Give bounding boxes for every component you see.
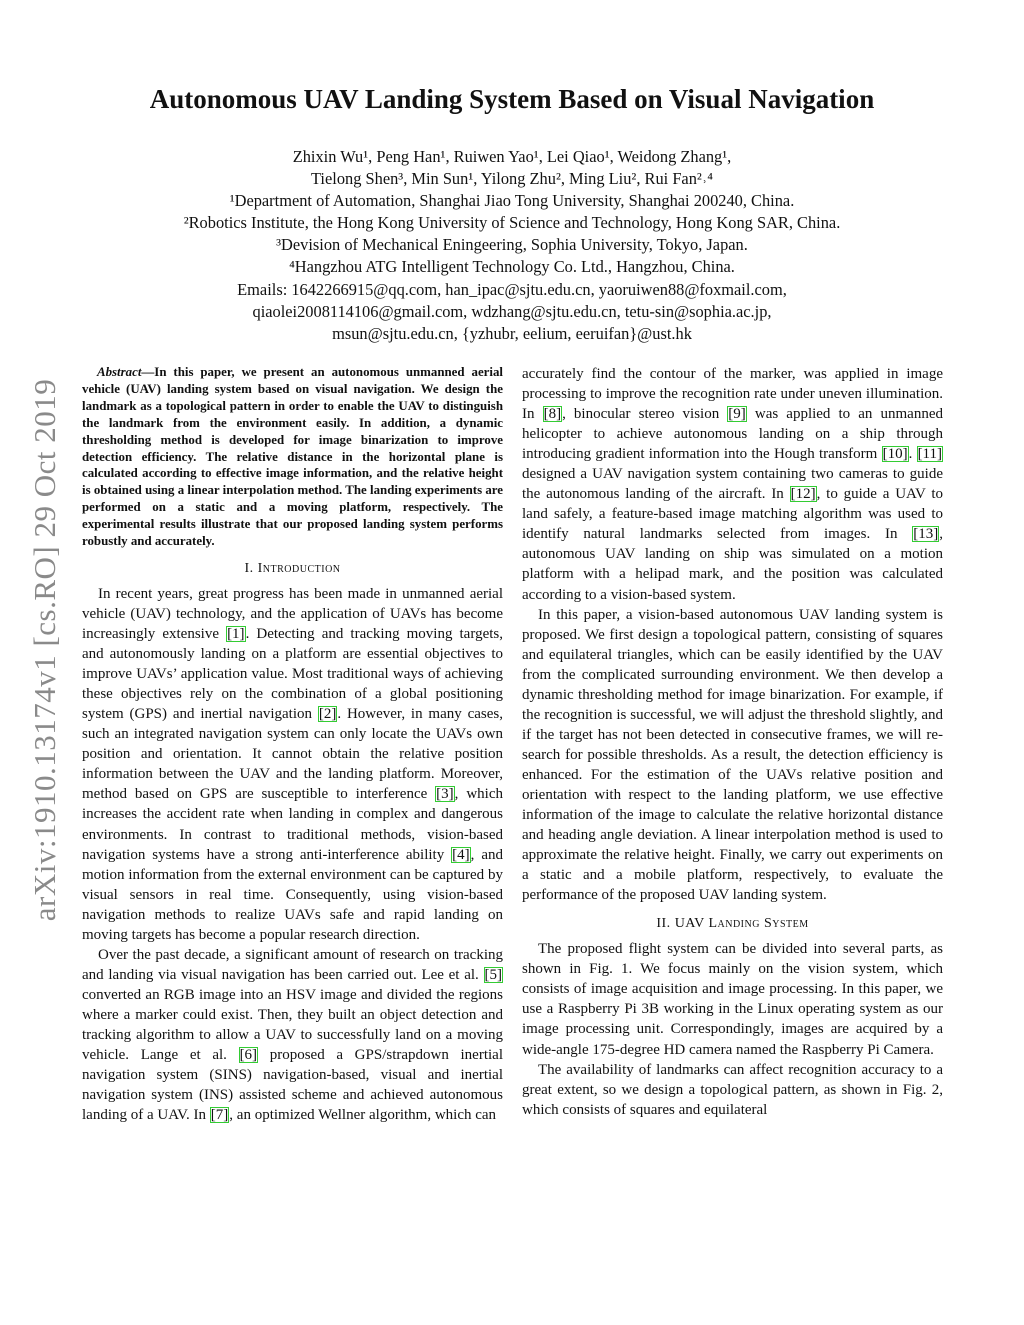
left-column	[82, 364, 503, 1125]
section-heading-uav-landing-system: II. UAV Landing System	[656, 916, 809, 932]
citation-link[interactable]: [5]	[484, 966, 502, 983]
email-line: msun@sjtu.edu.cn, {yzhubr, eelium, eeruifan}@ust.hk	[332, 323, 692, 343]
paragraph: In this paper, a vision-based autonomous UAV landing system is proposed. We first design a topological pattern, consisting of squares and equilateral triangles, which can be easily identified by the UAV from the complicated surrounding environment. We then develop a dynamic thresholding method for image binarization. For example, if the recognition is successful, we will adjust the threshold slightly, and if the target has not been detected in consecutive frames, we will re-search for possible thresholds. As a result, the detection efficiency is enhanced. For the estimation of the UAVs relative position and orientation with respect to the landing platform, we use effective information of the image to calculate the relative horizontal distance and heading angle deviation. A linear interpolation method is used to approximate the relative height. Finally, we carry out experiments on a static and a mobile platform, respectively, to evaluate the performance of the proposed UAV landing system.	[522, 606, 943, 904]
abstract: Abstract—In this paper, we present an autonomous unmanned aerial vehicle (UAV) landing system based on visual navigation. We design the landmark as a topological pattern in order to enable the UAV to distinguish the landmark from the environment easily. In addition, a dynamic thresholding method is developed for image binarization to improve detection efficiency. The relative distance in the horizontal plane is calculated according to effective image information, and the relative height is obtained using a linear interpolation method. The landing experiments are performed on a static and a moving platform, respectively. The experimental results illustrate that our proposed landing system performs robustly and accurately.	[82, 365, 503, 549]
author-line: Tielong Shen³, Min Sun¹, Yilong Zhu², Ming Liu², Rui Fan²˒⁴	[311, 169, 713, 189]
citation-link[interactable]: [11]	[917, 446, 942, 463]
paragraph: The proposed flight system can be divided into several parts, as shown in Fig. 1. We focus mainly on the vision system, which consists of image acquisition and image processing. In this paper, we use a Raspberry Pi 3B working in the Linux operating system as our image processing unit. Correspondingly, images are acquired by a wide-angle 175-degree HD camera named the Raspberry Pi Camera.	[522, 941, 943, 1058]
section-heading-introduction: I. Introduction	[244, 560, 341, 576]
citation-link[interactable]: [13]	[913, 526, 939, 543]
email-line: Emails: 1642266915@qq.com, han_ipac@sjtu.edu.cn, yaoruiwen88@foxmail.com,	[237, 279, 787, 299]
arxiv-identifier: arXiv:1910.13174v1 [cs.RO] 29 Oct 2019	[27, 378, 62, 922]
citation-link[interactable]: [12]	[790, 486, 816, 503]
citation-link[interactable]: [8]	[543, 406, 562, 423]
citation-link[interactable]: [9]	[728, 406, 746, 423]
citation-link[interactable]: [2]	[318, 706, 337, 723]
paragraph: Over the past decade, a significant amount of research on tracking and landing via visual navigation has been carried out. Lee et al. [5] converted an RGB image into an HSV image and divided the regions where a marker could exist. Then, they built an object detection and tracking algorithm to allow a UAV to successfully land on a moving vehicle. Lange et al. [6] proposed a GPS/strapdown inertial navigation system (SINS) navigation-based, visual and inertial navigation system (INS) assisted scheme and achieved autonomous landing of a UAV. In [7], an optimized Wellner algorithm, which can	[82, 946, 503, 1124]
affiliation-line: ⁴Hangzhou ATG Intelligent Technology Co. Ltd., Hangzhou, China.	[289, 257, 735, 277]
right-column	[522, 364, 943, 1120]
citation-link[interactable]: [6]	[239, 1047, 258, 1064]
citation-link[interactable]: [1]	[227, 626, 245, 643]
citation-link[interactable]: [4]	[452, 846, 470, 863]
email-line: qiaolei2008114106@gmail.com, wdzhang@sjtu.edu.cn, tetu-sin@sophia.ac.jp,	[252, 301, 772, 321]
affiliation-line: ¹Department of Automation, Shanghai Jiao Tong University, Shanghai 200240, China.	[229, 191, 795, 211]
citation-link[interactable]: [10]	[882, 446, 908, 463]
abstract-label: Abstract	[97, 365, 142, 379]
paper-title: Autonomous UAV Landing System Based on Visual Navigation	[149, 84, 875, 114]
author-line: Zhixin Wu¹, Peng Han¹, Ruiwen Yao¹, Lei Qiao¹, Weidong Zhang¹,	[292, 147, 732, 166]
author-block	[80, 146, 944, 345]
paragraph: The availability of landmarks can affect recognition accuracy to a great extent, so we design a topological pattern, as shown in Fig. 2, which consists of squares and equilateral	[522, 1061, 943, 1118]
affiliation-line: ³Devision of Mechanical Eningeering, Sophia University, Tokyo, Japan.	[276, 235, 748, 255]
paragraph: accurately find the contour of the marker, was applied in image processing to improve the recognition rate under uneven illumination. In [8], binocular stereo vision [9] was applied to an unmanned helicopter to achieve autonomous landing on a ship through introducing gradient information into the Hough transform [10]. [11] designed a UAV navigation system containing two cameras to guide the autonomous landing of the aircraft. In [12], to guide a UAV to land safely, a feature-based image matching algorithm was used to identify natural landmarks selected from images. In [13], autonomous UAV landing on ship was simulated on a motion platform with a helipad mark, and the position was calculated according to a vision-based system.	[522, 366, 943, 603]
paragraph: In recent years, great progress has been made in unmanned aerial vehicle (UAV) technology, and the application of UAVs has become increasingly extensive [1]. Detecting and tracking moving targets, and autonomously landing on a platform are essential objectives to improve UAVs’ application value. Most traditional ways of achieving these objectives rely on the combination of a global positioning system (GPS) and inertial navigation [2]. However, in many cases, such an integrated navigation system can only locate the UAVs own position and orientation. It cannot obtain the relative position information between the UAV and the landing platform. Moreover, method based on GPS are susceptible to interference [3], which increases the accident rate when landing in complex and dangerous environments. In contrast to traditional methods, vision-based navigation systems have a strong anti-interference ability [4], and motion information from the external environment can be captured by visual sensors in real time. Consequently, using vision-based navigation methods to realize UAVs safe and rapid landing on moving targets has become a popular research direction.	[82, 585, 503, 943]
affiliation-line: ²Robotics Institute, the Hong Kong University of Science and Technology, Hong Kong SAR, China.	[183, 213, 841, 233]
citation-link[interactable]: [7]	[210, 1107, 229, 1124]
citation-link[interactable]: [3]	[436, 786, 454, 803]
